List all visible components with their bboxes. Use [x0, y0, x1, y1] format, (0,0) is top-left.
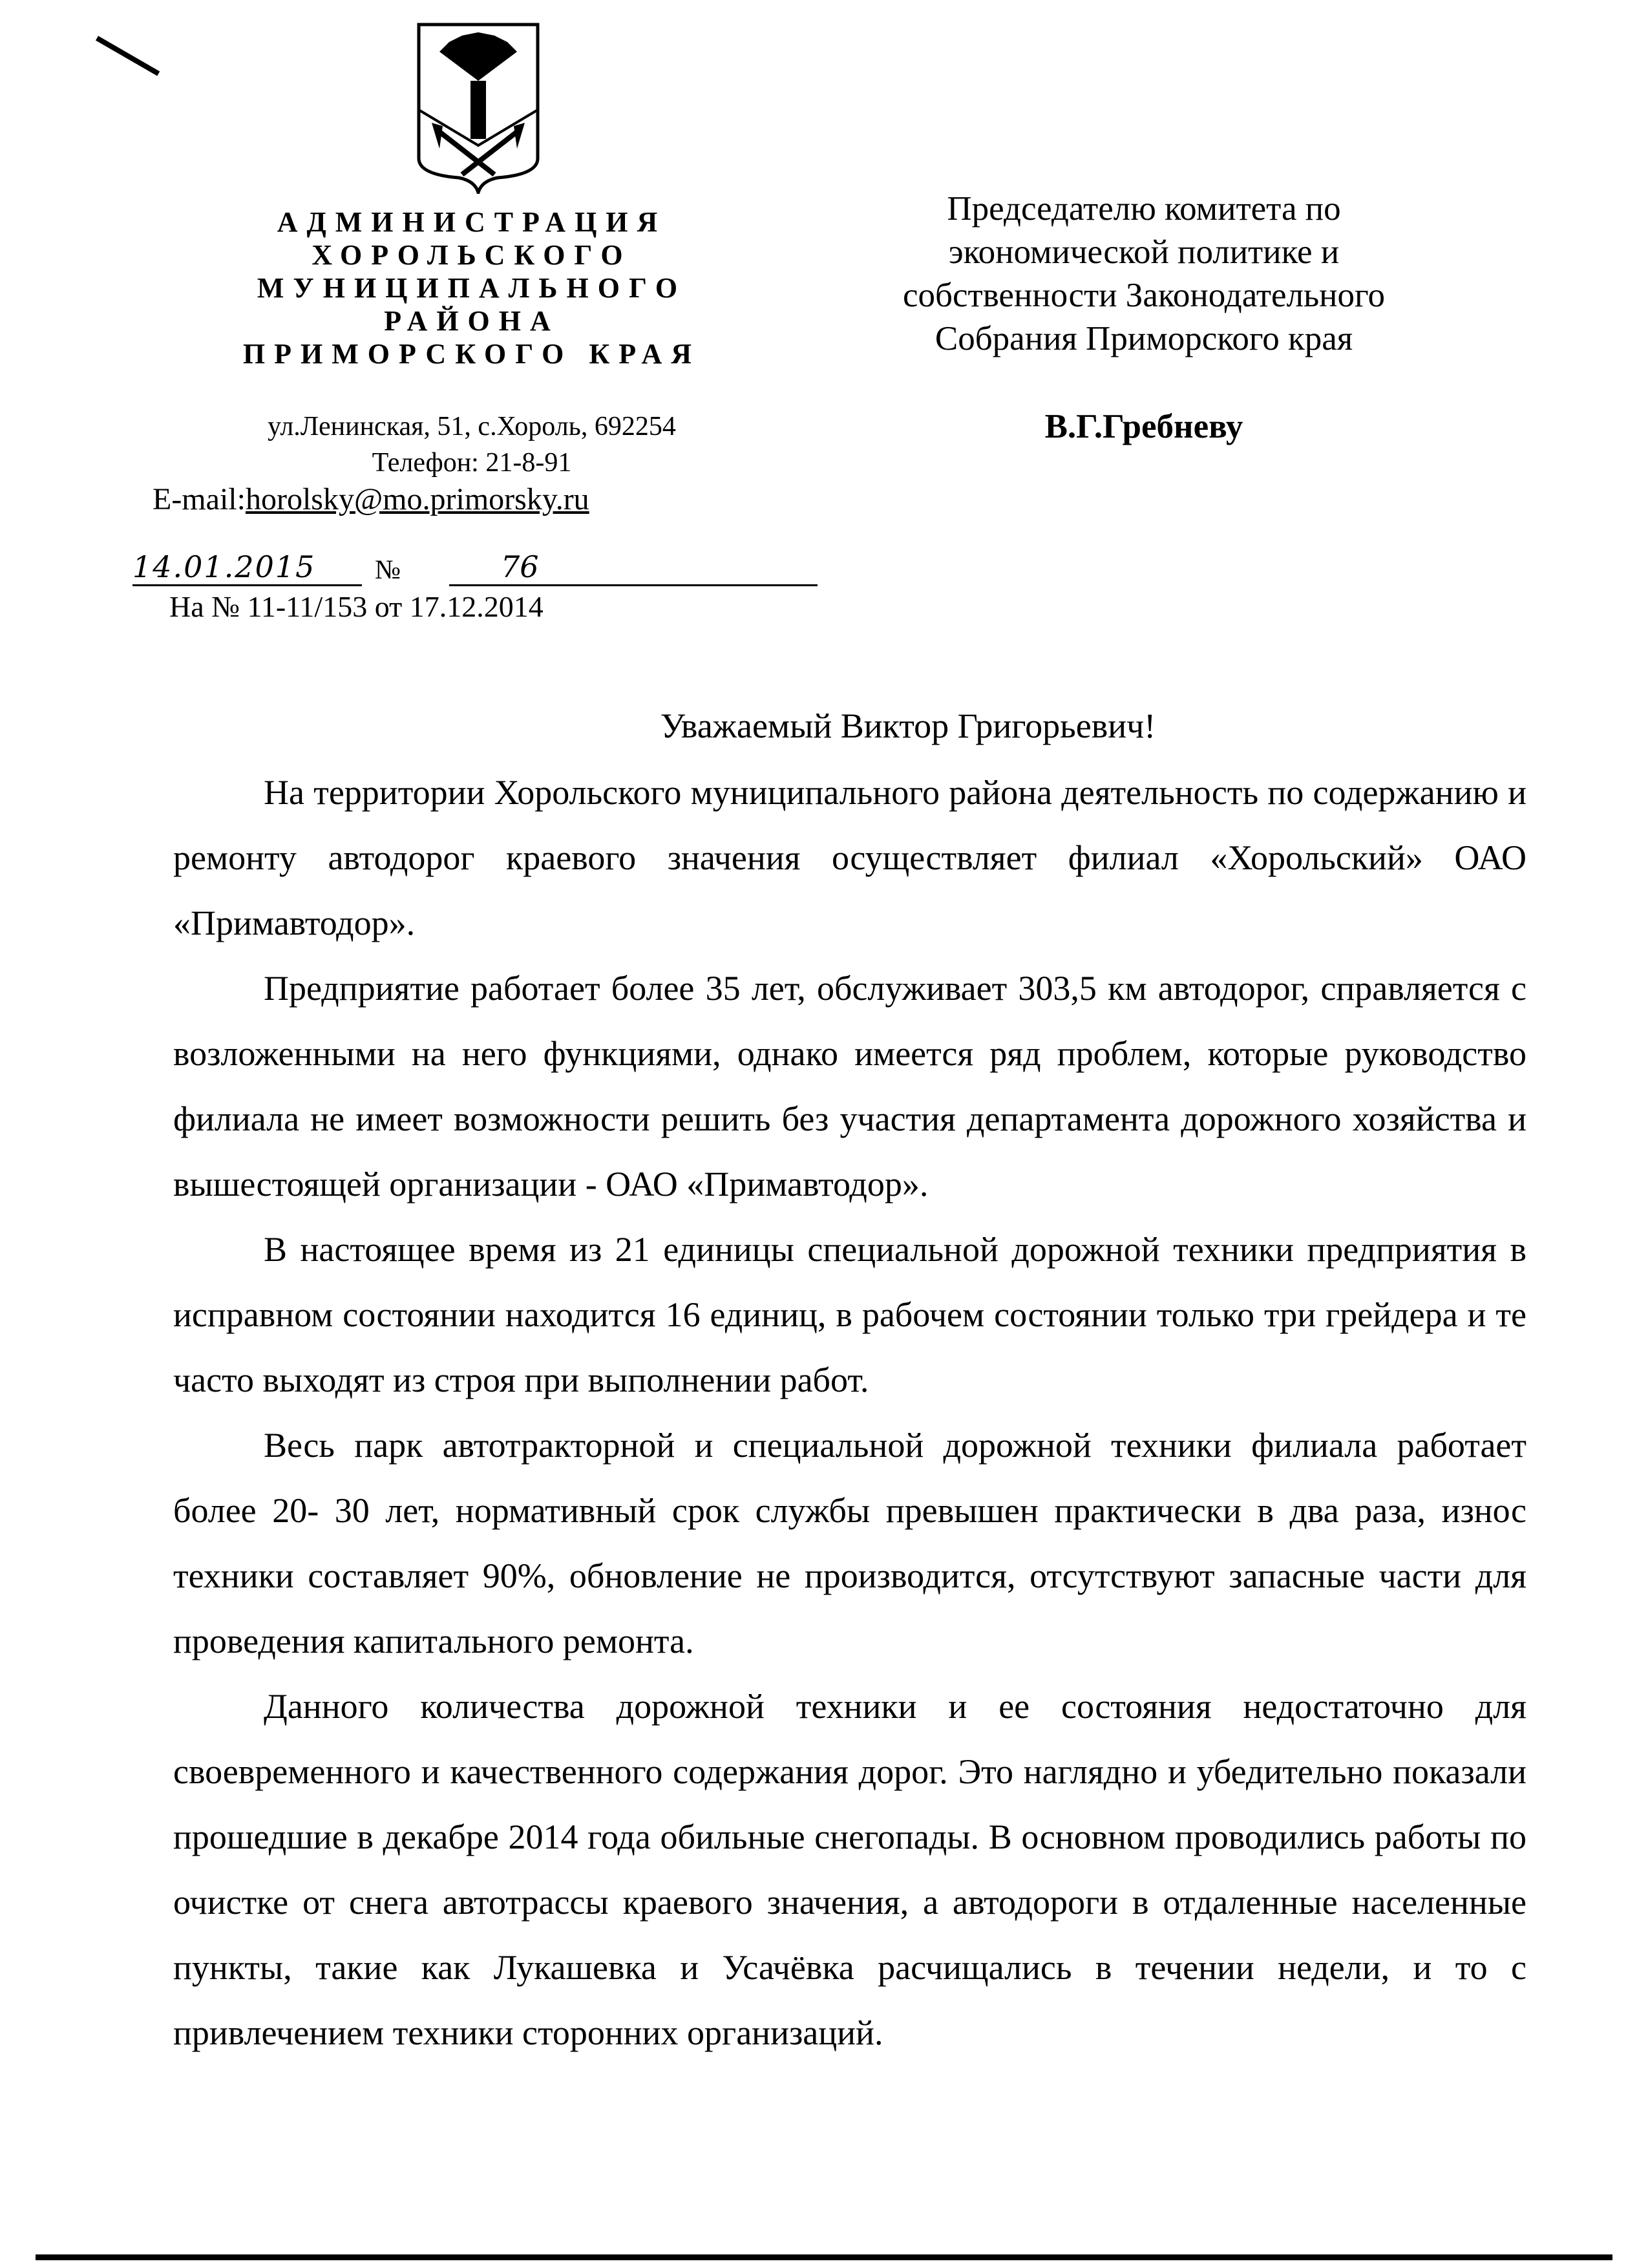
recipient-block — [834, 187, 1454, 361]
letter-date: 14.01.2015 — [132, 549, 362, 586]
paragraph: В настоящее время из 21 единицы специальной дорожной техники предприятия в исправном состоянии находится 16 единиц, в рабочем состоянии только три грейдера и те часто выходят из строя при выполнении работ. — [173, 1230, 1527, 1399]
paragraph: На территории Хорольского муниципального района деятельность по содержанию и ремонту автодорог краевого значения осуществляет филиал «Хорольский» ОАО «Примавтодор». — [173, 773, 1527, 942]
email-line — [153, 482, 589, 517]
org-line: АДМИНИСТРАЦИЯ — [277, 206, 667, 238]
paragraph: Весь парк автотракторной и специальной дорожной техники филиала работает более 20- 30 лет, нормативный срок службы превышен практически в два раза, износ техники составляет 90%, обновление не производится, отсутствуют запасные части для проведения капитального ремонта. — [173, 1426, 1527, 1660]
salutation: Уважаемый Виктор Григорьевич! — [660, 706, 1156, 745]
page-bottom-rule — [36, 2254, 1612, 2260]
org-line: ПРИМОРСКОГО КРАЯ — [242, 338, 701, 370]
org-line: ХОРОЛЬСКОГО — [312, 239, 632, 271]
org-line: РАЙОНА — [384, 305, 560, 337]
paragraph: Данного количества дорожной техники и ее состояния недостаточно для своевременного и качественного содержания дорог. Это наглядно и убедительно показали прошедшие в декабре 2014 года обильные снегопады. В основном проводились работы по очистке от снега автотрассы краевого значения, а автодороги в отдаленные населенные пункты, такие как Лукашевка и Усачёвка расчищались в течении недели, и то с привлечением техники сторонних организаций. — [173, 1687, 1527, 2052]
org-phone: Телефон: 21-8-91 — [372, 448, 572, 478]
letter-number: 76 — [449, 549, 818, 586]
reference-line: На № 11-11/153 от 17.12.2014 — [169, 590, 544, 623]
email-link[interactable]: horolsky@mo.primorsky.ru — [245, 482, 589, 516]
recipient-line: Собрания Приморского края — [935, 320, 1353, 357]
paragraph: Предприятие работает более 35 лет, обслуживает 303,5 км автодорог, справляется с возложенными на него функциями, однако имеется ряд проблем, которые руководство филиала не имеет возможности решить без участия департамента дорожного хозяйства и вышестоящей организации - ОАО «Примавтодор». — [173, 969, 1527, 1203]
letter-body — [173, 760, 1527, 2066]
coat-of-arms-emblem — [414, 19, 543, 194]
recipient-line: Председателю комитета по — [947, 190, 1341, 228]
org-line: МУНИЦИПАЛЬНОГО — [257, 272, 687, 304]
recipient-name: В.Г.Гребневу — [1044, 408, 1243, 445]
recipient-line: экономической политике и — [948, 233, 1340, 271]
org-address: ул.Ленинская, 51, с.Хороль, 692254 — [268, 412, 676, 441]
email-label: E-mail: — [153, 482, 246, 516]
number-label: № — [375, 555, 401, 585]
pen-mark — [96, 36, 160, 76]
organization-name — [194, 206, 750, 370]
org-contacts — [194, 408, 750, 481]
recipient-line: собственности Законодательного — [903, 277, 1385, 314]
